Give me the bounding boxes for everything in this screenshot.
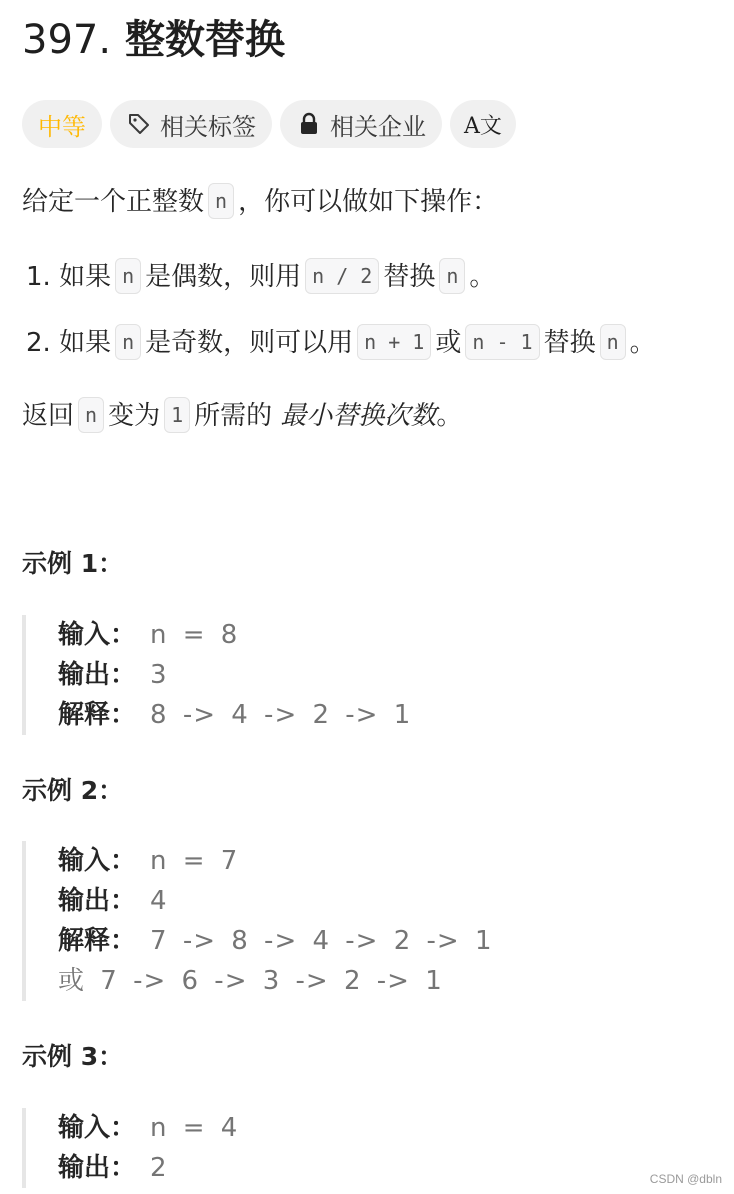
example-output-line <box>58 655 411 695</box>
example-block <box>22 841 493 1001</box>
problem-number: 397. <box>22 17 112 63</box>
rule-odd-end: 。 <box>629 328 656 358</box>
tag-bar <box>22 100 516 148</box>
inline-code: n + 1 <box>357 324 431 360</box>
return-end: 。 <box>436 401 463 431</box>
input-value: n = 4 <box>150 1113 239 1143</box>
output-value: 4 <box>150 886 168 916</box>
inline-code: n <box>78 397 104 433</box>
output-label: 输出： <box>58 886 137 916</box>
rule-even <box>26 257 495 297</box>
watermark: CSDN @dbln <box>649 1172 722 1186</box>
rule-odd-after: 替换 <box>543 328 596 358</box>
example-output-line <box>58 881 493 921</box>
rule-even-after: 替换 <box>383 262 436 292</box>
output-label: 输出： <box>58 1153 137 1183</box>
input-label: 输入： <box>58 846 137 876</box>
example-heading: 示例 2： <box>22 776 124 805</box>
explain-alt-value: 或 7 -> 6 -> 3 -> 2 -> 1 <box>58 966 443 996</box>
explain-label: 解释： <box>58 926 137 956</box>
explain-value: 8 -> 4 -> 2 -> 1 <box>150 700 412 730</box>
rule-even-middle: 是偶数，则用 <box>145 262 302 292</box>
explain-value: 7 -> 8 -> 4 -> 2 -> 1 <box>150 926 493 956</box>
inline-code: n / 2 <box>305 258 379 294</box>
inline-code: 1 <box>164 397 190 433</box>
inline-code: n <box>115 324 141 360</box>
problem-title-text: 整数替换 <box>125 17 285 63</box>
output-value: 3 <box>150 660 168 690</box>
inline-code: n <box>115 258 141 294</box>
example-explain-alt-line <box>58 961 493 1001</box>
related-companies-label: 相关企业 <box>330 112 426 141</box>
intro-suffix: ，你可以做如下操作： <box>238 187 499 217</box>
example-input-line <box>58 1108 238 1148</box>
related-companies-button[interactable] <box>280 100 442 148</box>
example-heading: 示例 3： <box>22 1042 124 1071</box>
output-label: 输出： <box>58 660 137 690</box>
example-block <box>22 1108 238 1188</box>
description-intro <box>22 182 498 222</box>
translate-icon: A文 <box>464 113 502 139</box>
inline-code: n <box>439 258 465 294</box>
difficulty-badge[interactable] <box>22 100 102 148</box>
return-emphasis: 最小替换次数 <box>280 401 437 431</box>
tag-icon <box>126 111 152 137</box>
input-label: 输入： <box>58 620 137 650</box>
return-middle: 变为 <box>108 401 161 431</box>
intro-prefix: 给定一个正整数 <box>22 187 205 217</box>
rule-odd <box>26 323 656 363</box>
description-return <box>22 396 462 436</box>
example-heading: 示例 1： <box>22 549 124 578</box>
rule-odd-or: 或 <box>435 328 462 358</box>
rule-odd-prefix: 2. 如果 <box>26 328 112 358</box>
output-value: 2 <box>150 1153 168 1183</box>
explain-label: 解释： <box>58 700 137 730</box>
return-prefix: 返回 <box>22 401 75 431</box>
rule-odd-middle: 是奇数，则可以用 <box>145 328 354 358</box>
input-value: n = 8 <box>150 620 239 650</box>
rule-even-end: 。 <box>469 262 496 292</box>
input-value: n = 7 <box>150 846 239 876</box>
lock-icon <box>296 111 322 137</box>
example-output-line <box>58 1148 238 1188</box>
rule-even-prefix: 1. 如果 <box>26 262 112 292</box>
difficulty-label: 中等 <box>38 112 86 141</box>
related-tags-label: 相关标签 <box>160 112 256 141</box>
example-explain-line <box>58 921 493 961</box>
return-after: 所需的 <box>194 401 273 431</box>
translate-button[interactable] <box>450 100 516 148</box>
inline-code: n <box>208 183 234 219</box>
example-explain-line <box>58 695 411 735</box>
problem-title <box>22 10 285 70</box>
related-tags-button[interactable] <box>110 100 272 148</box>
inline-code: n <box>600 324 626 360</box>
example-block <box>22 615 411 735</box>
example-input-line <box>58 841 493 881</box>
example-input-line <box>58 615 411 655</box>
input-label: 输入： <box>58 1113 137 1143</box>
inline-code: n - 1 <box>465 324 539 360</box>
